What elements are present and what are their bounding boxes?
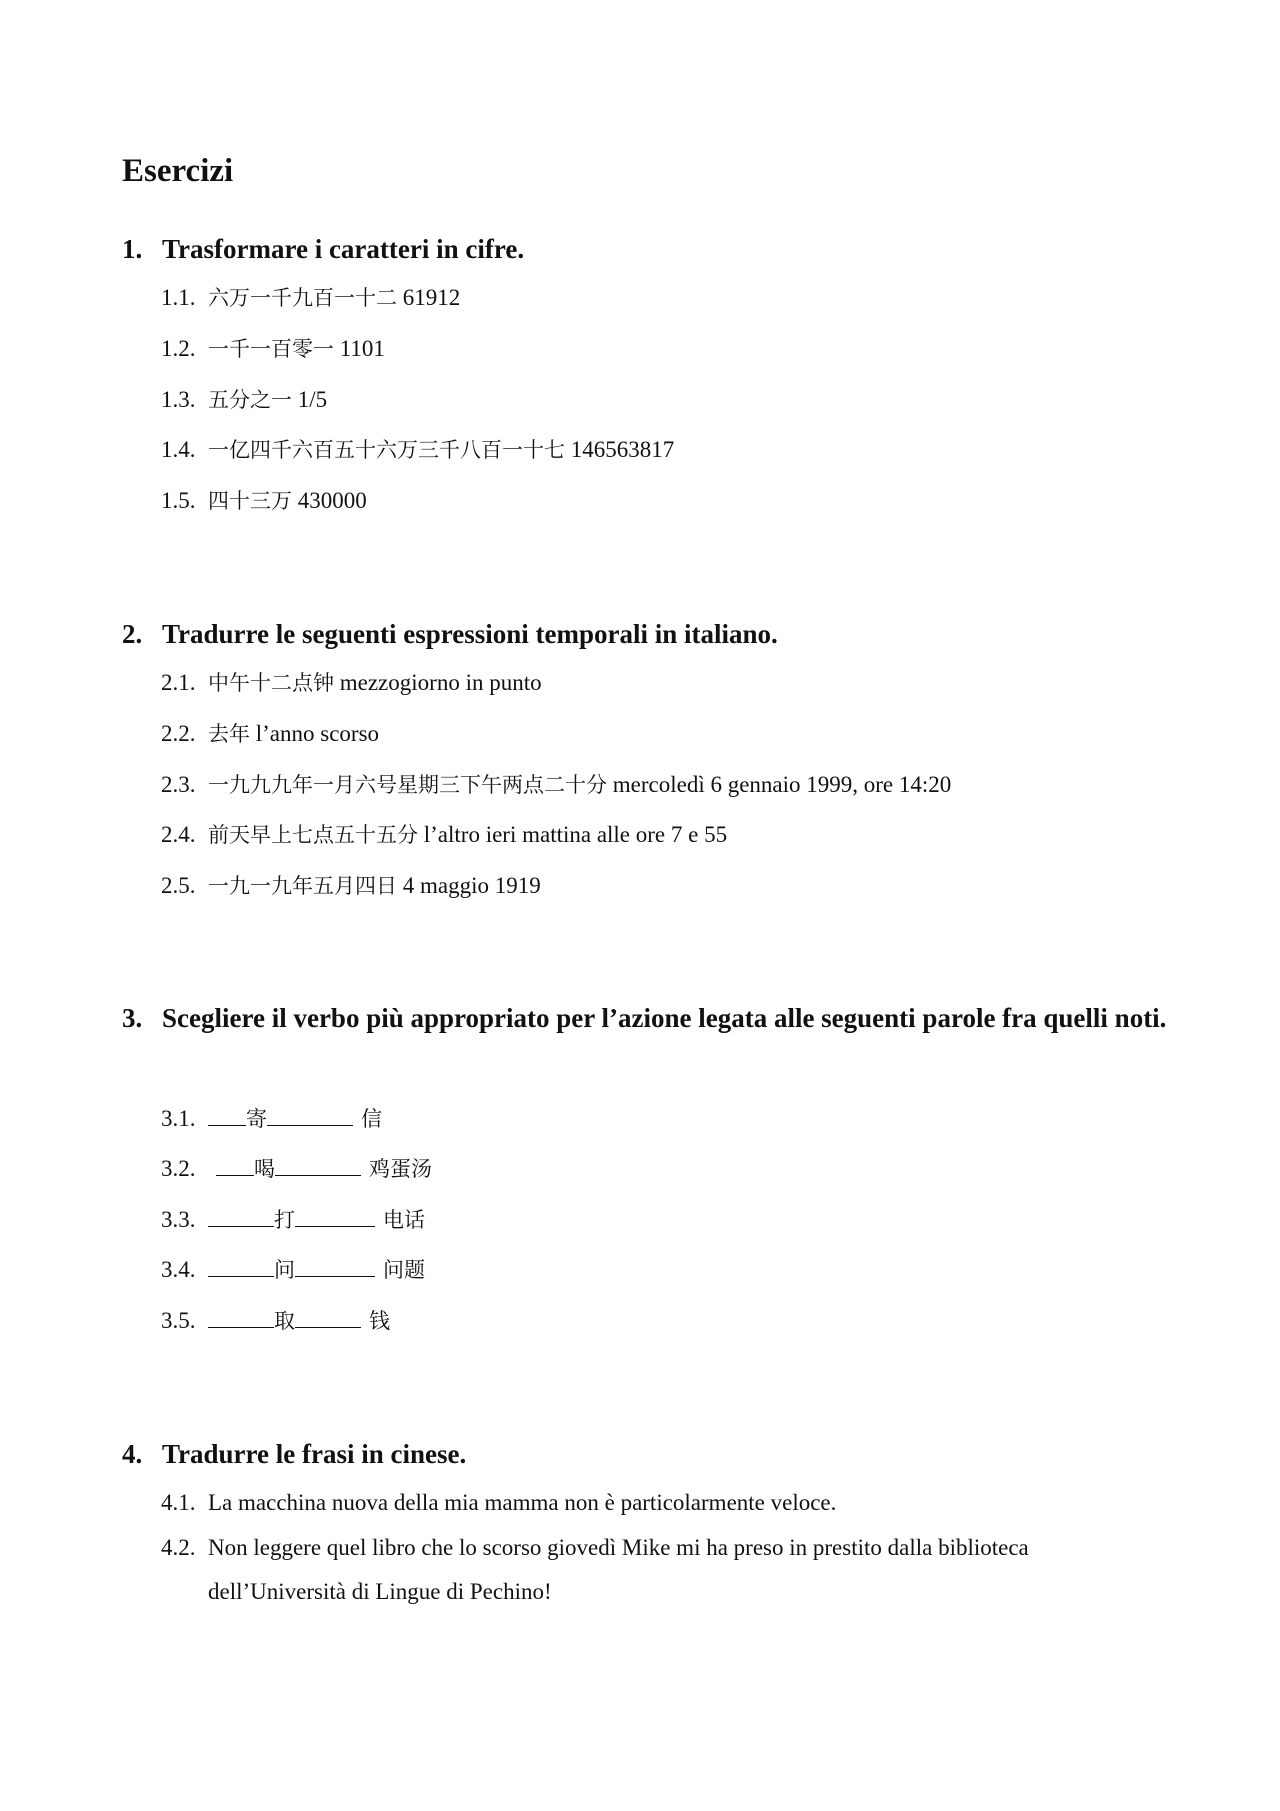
exercise-item-3-2	[161, 1147, 1161, 1191]
sentence-text: La macchina nuova della mia mamma non è particolarmente veloce.	[208, 1490, 837, 1515]
item-label: 3.2.	[161, 1156, 196, 1181]
verb-text: 打	[274, 1208, 295, 1232]
item-label: 2.5.	[161, 873, 196, 898]
chinese-text: 一九九九年一月六号星期三下午两点二十分	[208, 773, 607, 797]
section-title: Tradurre le frasi in cinese.	[162, 1439, 467, 1469]
exercise-item-2-5	[161, 864, 1161, 908]
exercise-item-1-4	[161, 428, 1161, 472]
answer-text: 146563817	[570, 437, 675, 462]
answer-text: 61912	[402, 285, 461, 310]
verb-text: 喝	[254, 1157, 275, 1181]
section-4-heading	[122, 1429, 1182, 1480]
answer-text: mezzogiorno in punto	[339, 670, 542, 695]
exercise-item-4-2	[161, 1526, 1171, 1614]
noun-text: 钱	[369, 1309, 390, 1333]
verb-text: 寄	[246, 1107, 267, 1131]
item-label: 2.3.	[161, 772, 196, 797]
item-label: 3.1.	[161, 1106, 196, 1131]
exercise-item-2-2	[161, 712, 1161, 756]
chinese-text: 一亿四千六百五十六万三千八百一十七	[208, 438, 565, 462]
answer-text: l’anno scorso	[255, 721, 380, 746]
exercise-item-1-3	[161, 378, 1161, 422]
noun-text: 电话	[383, 1208, 425, 1232]
page-title: Esercizi	[122, 153, 234, 189]
answer-text: l’altro ieri mattina alle ore 7 e 55	[423, 822, 728, 847]
answer-text: 430000	[297, 488, 367, 513]
section-3-heading	[122, 993, 1182, 1044]
chinese-text: 去年	[208, 722, 250, 746]
item-label: 2.1.	[161, 670, 196, 695]
section-number: 1.	[122, 234, 143, 264]
answer-text: mercoledì 6 gennaio 1999, ore 14:20	[612, 772, 952, 797]
blank-line	[216, 1155, 254, 1176]
item-label: 1.5.	[161, 488, 196, 513]
chinese-text: 四十三万	[208, 489, 292, 513]
item-label: 1.1.	[161, 285, 196, 310]
blank-line	[267, 1105, 353, 1126]
answer-text: 1101	[339, 336, 385, 361]
exercise-item-2-1	[161, 661, 1161, 705]
blank-line	[208, 1105, 246, 1126]
exercise-item-2-4	[161, 813, 1161, 857]
verb-text: 取	[274, 1309, 295, 1333]
noun-text: 信	[361, 1107, 382, 1131]
item-label: 3.3.	[161, 1207, 196, 1232]
item-label: 1.4.	[161, 437, 196, 462]
section-number: 3.	[122, 1003, 143, 1033]
item-label: 2.4.	[161, 822, 196, 847]
chinese-text: 一千一百零一	[208, 337, 334, 361]
section-title: Scegliere il verbo più appropriato per l’azione legata alle seguenti parole fra quelli noti.	[162, 1003, 1167, 1033]
exercise-item-4-1	[161, 1481, 1161, 1525]
section-title: Tradurre le seguenti espressioni temporali in italiano.	[162, 619, 778, 649]
exercise-item-1-5	[161, 479, 1161, 523]
chinese-text: 中午十二点钟	[208, 671, 334, 695]
sentence-text: Non leggere quel libro che lo scorso giovedì Mike mi ha preso in prestito dalla biblioteca dell’Università di Lingue di Pechino!	[208, 1535, 1029, 1604]
chinese-text: 五分之一	[208, 388, 292, 412]
answer-text: 1/5	[297, 387, 328, 412]
exercise-item-2-3	[161, 763, 1161, 807]
exercise-item-3-5	[161, 1299, 1161, 1343]
blank-line	[208, 1206, 274, 1227]
section-number: 4.	[122, 1439, 143, 1469]
exercise-item-1-1	[161, 276, 1161, 320]
blank-line	[295, 1206, 375, 1227]
section-2-heading	[122, 609, 1182, 660]
blank-line	[208, 1256, 274, 1277]
blank-line	[295, 1307, 361, 1328]
blank-line	[208, 1307, 274, 1328]
exercise-item-1-2	[161, 327, 1161, 371]
section-number: 2.	[122, 619, 143, 649]
blank-line	[275, 1155, 361, 1176]
item-label: 4.1.	[161, 1490, 196, 1515]
chinese-text: 一九一九年五月四日	[208, 874, 397, 898]
section-title: Trasformare i caratteri in cifre.	[162, 234, 525, 264]
blank-line	[295, 1256, 375, 1277]
item-label: 4.2.	[161, 1535, 196, 1560]
exercise-item-3-3	[161, 1198, 1161, 1242]
chinese-text: 六万一千九百一十二	[208, 286, 397, 310]
exercise-item-3-1	[161, 1097, 1161, 1141]
item-label: 2.2.	[161, 721, 196, 746]
answer-text: 4 maggio 1919	[402, 873, 541, 898]
item-label: 1.2.	[161, 336, 196, 361]
chinese-text: 前天早上七点五十五分	[208, 823, 418, 847]
verb-text: 问	[274, 1258, 295, 1282]
item-label: 3.5.	[161, 1308, 196, 1333]
noun-text: 问题	[383, 1258, 425, 1282]
item-label: 1.3.	[161, 387, 196, 412]
section-1-heading	[122, 224, 1182, 275]
exercise-item-3-4	[161, 1248, 1161, 1292]
item-label: 3.4.	[161, 1257, 196, 1282]
noun-text: 鸡蛋汤	[369, 1157, 432, 1181]
